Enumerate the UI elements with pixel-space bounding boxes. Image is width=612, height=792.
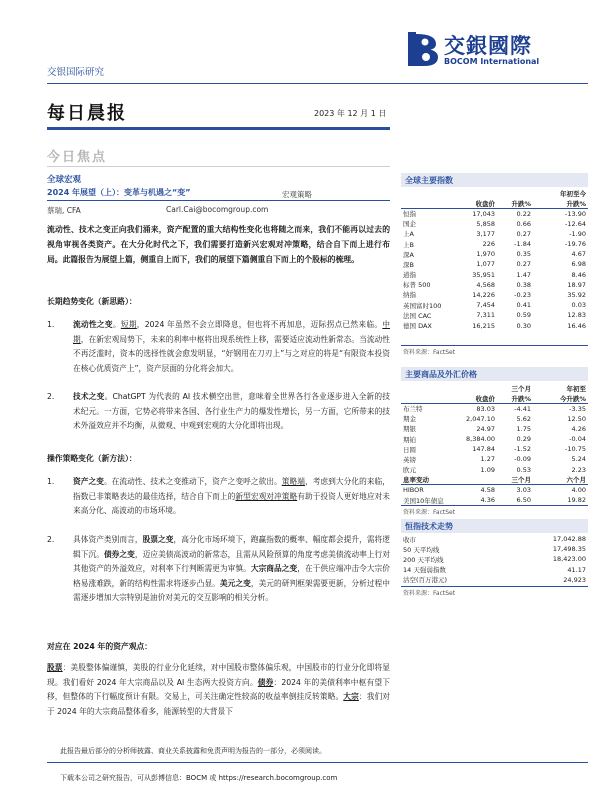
item-text: ，在新宏观局势下，未来的利率中枢将出现系统性上移，需要适应流动性新常态。当流动性不再泛滥时，资本的选择性就会愈发明显，“好钢用在刀刃上”与之对应的将是“有限资本投资在核心优质资产上”，资产层面的分化将会加大。 (73, 334, 390, 373)
item-underline: 中期 (73, 320, 390, 344)
indices-table (401, 188, 588, 331)
row-label: HIBOR (403, 486, 424, 495)
row-value: 1,970 (476, 250, 495, 259)
footer-disclaimer: 此报告最后部分的分析师披露、商业关系披露和免责声明为报告的一部分，必须阅读。 (60, 747, 326, 755)
item-text: ，考虑到大分化的来临，指数已非策略表达的最佳选择，结合自下而上的 (73, 477, 390, 501)
row-label: 国企 (403, 220, 416, 229)
header-rule (47, 83, 588, 84)
row-value: 7,311 (476, 311, 495, 320)
item-text: ，美元的研判框架需要更新，分析过程中需逐步增加大宗特别是油价对美元的交互影响的相关分析。 (73, 578, 390, 602)
item-underline: 短期 (120, 320, 137, 329)
rate-label: 息率变动 (401, 475, 457, 485)
col-header: 升跌% (497, 393, 533, 403)
row-value: 0.30 (516, 321, 531, 330)
author-email[interactable]: Carl.Cai@bocomgroup.com (166, 205, 269, 214)
row-value: 35,951 (472, 270, 495, 279)
row-label: 布兰特 (403, 405, 423, 414)
row-value: 17,498.35 (552, 545, 586, 554)
row-value: 0.41 (516, 301, 531, 310)
bocom-logo (406, 30, 586, 70)
row-value: 5,858 (476, 219, 495, 228)
table-row (401, 534, 588, 544)
row-value: 24.97 (476, 424, 495, 433)
row-value: 226 (482, 240, 495, 249)
row-value: 18.97 (567, 280, 586, 289)
row-label: 收市 (403, 535, 416, 544)
row-value: 14,226 (472, 290, 495, 299)
table-row (401, 575, 588, 585)
table-row (401, 434, 588, 444)
table-row (401, 454, 588, 464)
table-row (401, 403, 588, 413)
row-value: -4.41 (514, 404, 531, 413)
table-row (401, 259, 588, 269)
row-label: 英国富时100 (403, 301, 442, 310)
item-keyword: 大宗商品之变 (250, 564, 298, 573)
heading-asset-view: 对应在 2024 年的资产观点： (47, 642, 153, 651)
row-value: 17,043 (472, 209, 495, 218)
section-title: 全球宏观 (47, 175, 82, 185)
item-keyword: 股票之变 (142, 535, 174, 544)
table-row (401, 290, 588, 300)
item-keyword: 资产之变 (73, 477, 104, 486)
row-value: -1.84 (514, 240, 531, 249)
row-value: -19.76 (565, 240, 586, 249)
row-label: 深B (403, 260, 414, 269)
table-row (401, 310, 588, 320)
table-row (401, 465, 588, 475)
row-value: 83.03 (476, 404, 495, 413)
hsi-source: 资料来源：FactSet (403, 590, 456, 597)
table-row (401, 300, 588, 310)
row-value: -1.90 (569, 229, 586, 238)
bocom-logo-mark-icon (406, 30, 440, 68)
row-label: 道指 (403, 271, 416, 280)
row-value: 4.26 (571, 424, 586, 433)
table-row (401, 229, 588, 239)
item-text: 。 (112, 320, 121, 329)
row-value: 0.53 (516, 465, 531, 474)
list-item (47, 390, 390, 434)
item-text: 具体资产类别而言， (73, 535, 143, 544)
row-value: 19.82 (567, 496, 586, 505)
article-title: 2024 年展望（上）：变革与机遇之“变” (47, 188, 191, 197)
row-label: 德国 DAX (403, 322, 432, 331)
row-value: 3.03 (516, 486, 531, 495)
item-text: 有助于投资人更好地应对未来高分化、高波动的市场环境。 (73, 491, 390, 515)
view-keyword: 大宗 (343, 692, 359, 701)
indices-rule (401, 345, 588, 346)
row-value: 4,568 (476, 280, 495, 289)
row-label: 期铂 (403, 435, 416, 444)
row-value: 12.50 (567, 414, 586, 423)
row-value: 0.22 (516, 209, 531, 218)
row-value: 147.84 (472, 445, 495, 454)
list-item (47, 475, 390, 519)
article-tag: 宏观策略 (282, 190, 312, 199)
item-text: ，高分化市场环境下，跑赢指数的概率、幅度都会提升，需将逻辑下沉。 (73, 535, 390, 559)
doc-date: 2023 年 12 月 1 日 (314, 109, 387, 118)
footer-rule (47, 762, 588, 763)
row-label: 沽空(百万港元) (403, 576, 448, 585)
row-value: 4.00 (571, 486, 586, 495)
row-label: 上A (403, 230, 414, 239)
focus-heading: 今日焦点 (47, 150, 108, 165)
col-header: 年初至今 (560, 189, 586, 198)
row-value: 0.27 (516, 260, 531, 269)
row-value: 5.62 (516, 414, 531, 423)
view-keyword: 股票 (47, 663, 63, 672)
table-row (401, 219, 588, 229)
article-rule (47, 200, 390, 201)
row-value: 16.46 (567, 321, 586, 330)
asset-view-paragraph (47, 661, 390, 719)
row-label: 英镑 (403, 455, 416, 464)
doc-title: 每日晨报 (47, 103, 127, 124)
col-header: 六个月 (533, 475, 588, 485)
row-label: 标普 500 (403, 281, 431, 290)
title-rule (47, 127, 390, 130)
row-value: 4.58 (480, 486, 495, 495)
row-value: 1.75 (516, 424, 531, 433)
row-value: -10.75 (565, 445, 586, 454)
row-value: -0.04 (569, 435, 586, 444)
list-number: 1. (47, 320, 55, 329)
row-value: 6.50 (516, 496, 531, 505)
item-text: 。在流动性、技术之变推动下，资产之变呼之欲出。 (103, 477, 282, 486)
row-value: 16,215 (472, 321, 495, 330)
col-header: 今升跌% (533, 393, 588, 403)
table-row (401, 544, 588, 554)
commodities-table (401, 383, 588, 505)
row-label: 欧元 (403, 466, 416, 475)
heading-ops-strategy: 操作策略变化（新方法）： (47, 454, 137, 463)
row-value: 0.27 (516, 229, 531, 238)
row-value: -12.64 (565, 219, 586, 228)
col-header: 升跌% (497, 198, 533, 208)
row-value: 0.66 (516, 219, 531, 228)
table-row (401, 270, 588, 280)
hsi-rule (401, 586, 588, 587)
footer-download[interactable]: 下载本公司之研究报告，可从彭博信息：BOCM 或 https://research.bocomgroup.com (60, 774, 338, 782)
row-label: 日圆 (403, 445, 416, 454)
item-underline: 新型宏观对冲策略 (235, 491, 298, 501)
hsi-table (401, 534, 588, 585)
view-text: ：我们对于 2024 年的大宗商品整体看多，能源转型的大背景下 (47, 692, 390, 716)
item-text: ，2024 年虽然不会立即降息，但也将不再加息，迈际拐点已然来临。 (136, 320, 383, 329)
row-value: 4.67 (571, 250, 586, 259)
row-label: 恒指 (403, 210, 416, 219)
table-row (401, 280, 588, 290)
brand-label: 交银国际研究 (47, 67, 105, 78)
row-value: 2,047.10 (466, 414, 495, 423)
row-value: -0.09 (514, 455, 531, 464)
author: 蔡瑞, CFA (47, 206, 81, 215)
item-keyword: 债券之变 (103, 549, 135, 559)
list-item (47, 533, 390, 606)
item-text: ，迈应美债高波动的新常态，且需从风险预算的角度考虑美债流动率上行对其他资产的外溢效应，对利率下行判断需更为审慎。 (73, 549, 390, 573)
row-value: 1,077 (476, 260, 495, 269)
row-label: 14 天强弱指数 (403, 566, 446, 575)
table-row (401, 249, 588, 259)
item-keyword: 美元之变 (219, 578, 251, 588)
table-row (401, 239, 588, 249)
row-label: 期银 (403, 425, 416, 434)
view-keyword: 债券 (257, 677, 274, 687)
row-value: 5.24 (571, 455, 586, 464)
table-row (401, 424, 588, 434)
col-header: 升跌% (533, 198, 588, 208)
table-row (401, 554, 588, 564)
col-header: 收盘价 (457, 198, 497, 208)
table-row (401, 208, 588, 218)
indices-header: 全球主要指数 (401, 173, 588, 187)
item-keyword: 流动性之变 (73, 320, 113, 329)
row-value: -13.90 (565, 209, 586, 218)
abstract: 流动性、技术之变正向我们涌来，资产配置的重大结构性变化也将随之而来，我们不能再以过去的视角审视各类资产。在大分化时代之下，我们需要打造新兴宏观对冲策略，结合自下而上进行布局。此篇报告为展望上篇，侧重自上而下，我们的展望下篇侧重自下而上的个股标的梳理。 (47, 225, 390, 264)
item-text: 。ChatGPT 为代表的 AI 技术横空出世，意味着全世界各行各业逐步进入全新的技术纪元。一方面，它势必将带来各国、各行业生产力的爆发性增长，另一方面，它所带来的技术外溢效应并不均衡，从微观、中观到宏观的大分化即将出现。 (73, 392, 390, 430)
list-number: 2. (47, 392, 55, 401)
row-value: 4.36 (480, 496, 495, 505)
table-row (401, 565, 588, 575)
row-value: 2.23 (571, 465, 586, 474)
row-label: 深A (403, 250, 414, 259)
row-value: 0.03 (571, 301, 586, 310)
heading-long-trend: 长期趋势变化（新思路）： (47, 297, 137, 306)
commodities-source: 资料来源：FactSet (403, 509, 456, 516)
row-value: 0.59 (516, 311, 531, 320)
hsi-header: 恒指技术走势 (401, 519, 588, 533)
table-row (401, 320, 588, 330)
logo-chinese-text: 交銀國際 (444, 33, 532, 58)
table-row (401, 495, 588, 505)
table-row (401, 414, 588, 424)
row-value: 1.09 (480, 465, 495, 474)
row-value: 8,384.00 (466, 435, 495, 444)
row-value: -1.52 (514, 445, 531, 454)
row-label: 纳指 (403, 291, 416, 300)
view-text: ：2024 年的美债利率中枢有望下移，但整体的下行幅度预计有限。交易上，可关注确定性较高的收益率倒挂反转策略。 (47, 677, 390, 701)
col-header: 年初至 (566, 384, 586, 393)
row-value: 12.83 (567, 311, 586, 320)
view-text: ：美股整体偏谨慎，美股的行业分化延续，对中国股市整体偏乐观，中国股市的行业分化即将显现。我们看好 2024 年大宗商品以及 AI 生态两大投资方向。 (47, 663, 390, 687)
item-text: ，在于供应端冲击令大宗价格易涨难跌，新的结构性需求将逐步凸显。 (73, 564, 390, 588)
row-value: 17,042.88 (552, 535, 586, 544)
row-value: -0.23 (514, 290, 531, 299)
table-row (401, 444, 588, 454)
row-value: -3.35 (569, 404, 586, 413)
table-row (401, 485, 588, 495)
col-header: 收盘价 (457, 393, 497, 403)
row-label: 期金 (403, 415, 416, 424)
row-label: 200 天平均线 (403, 555, 444, 564)
row-label: 美国10年债息 (403, 496, 444, 505)
row-value: 18,423.00 (552, 555, 586, 564)
indices-source: 资料来源：FactSet (403, 349, 456, 356)
list-item (47, 318, 390, 376)
list-number: 2. (47, 535, 55, 544)
col-header: 三个月 (511, 384, 531, 393)
row-value: 41.17 (567, 565, 586, 574)
item-keyword: 技术之变 (73, 392, 105, 401)
focus-rule (47, 166, 390, 167)
row-value: 35.92 (567, 290, 586, 299)
row-value: 0.29 (516, 435, 531, 444)
commodities-header: 主要商品及外汇价格 (401, 367, 588, 381)
row-value: 1.47 (516, 270, 531, 279)
row-value: 3,177 (476, 229, 495, 238)
commodities-rule (401, 505, 588, 506)
row-value: 0.38 (516, 280, 531, 289)
row-value: 0.35 (516, 250, 531, 259)
row-label: 50 天平均线 (403, 545, 440, 554)
row-value: 6.98 (571, 260, 586, 269)
col-header: 三个月 (497, 475, 533, 485)
item-underline: 策略端 (281, 477, 305, 486)
row-label: 上B (403, 240, 414, 249)
row-label: 法国 CAC (403, 311, 432, 320)
row-value: 1.27 (480, 455, 495, 464)
list-number: 1. (47, 477, 55, 486)
logo-english-text: BOCOM International (444, 57, 540, 66)
row-value: 7,454 (476, 301, 495, 310)
row-value: 8.46 (571, 270, 586, 279)
row-value: 24,923 (563, 575, 586, 584)
